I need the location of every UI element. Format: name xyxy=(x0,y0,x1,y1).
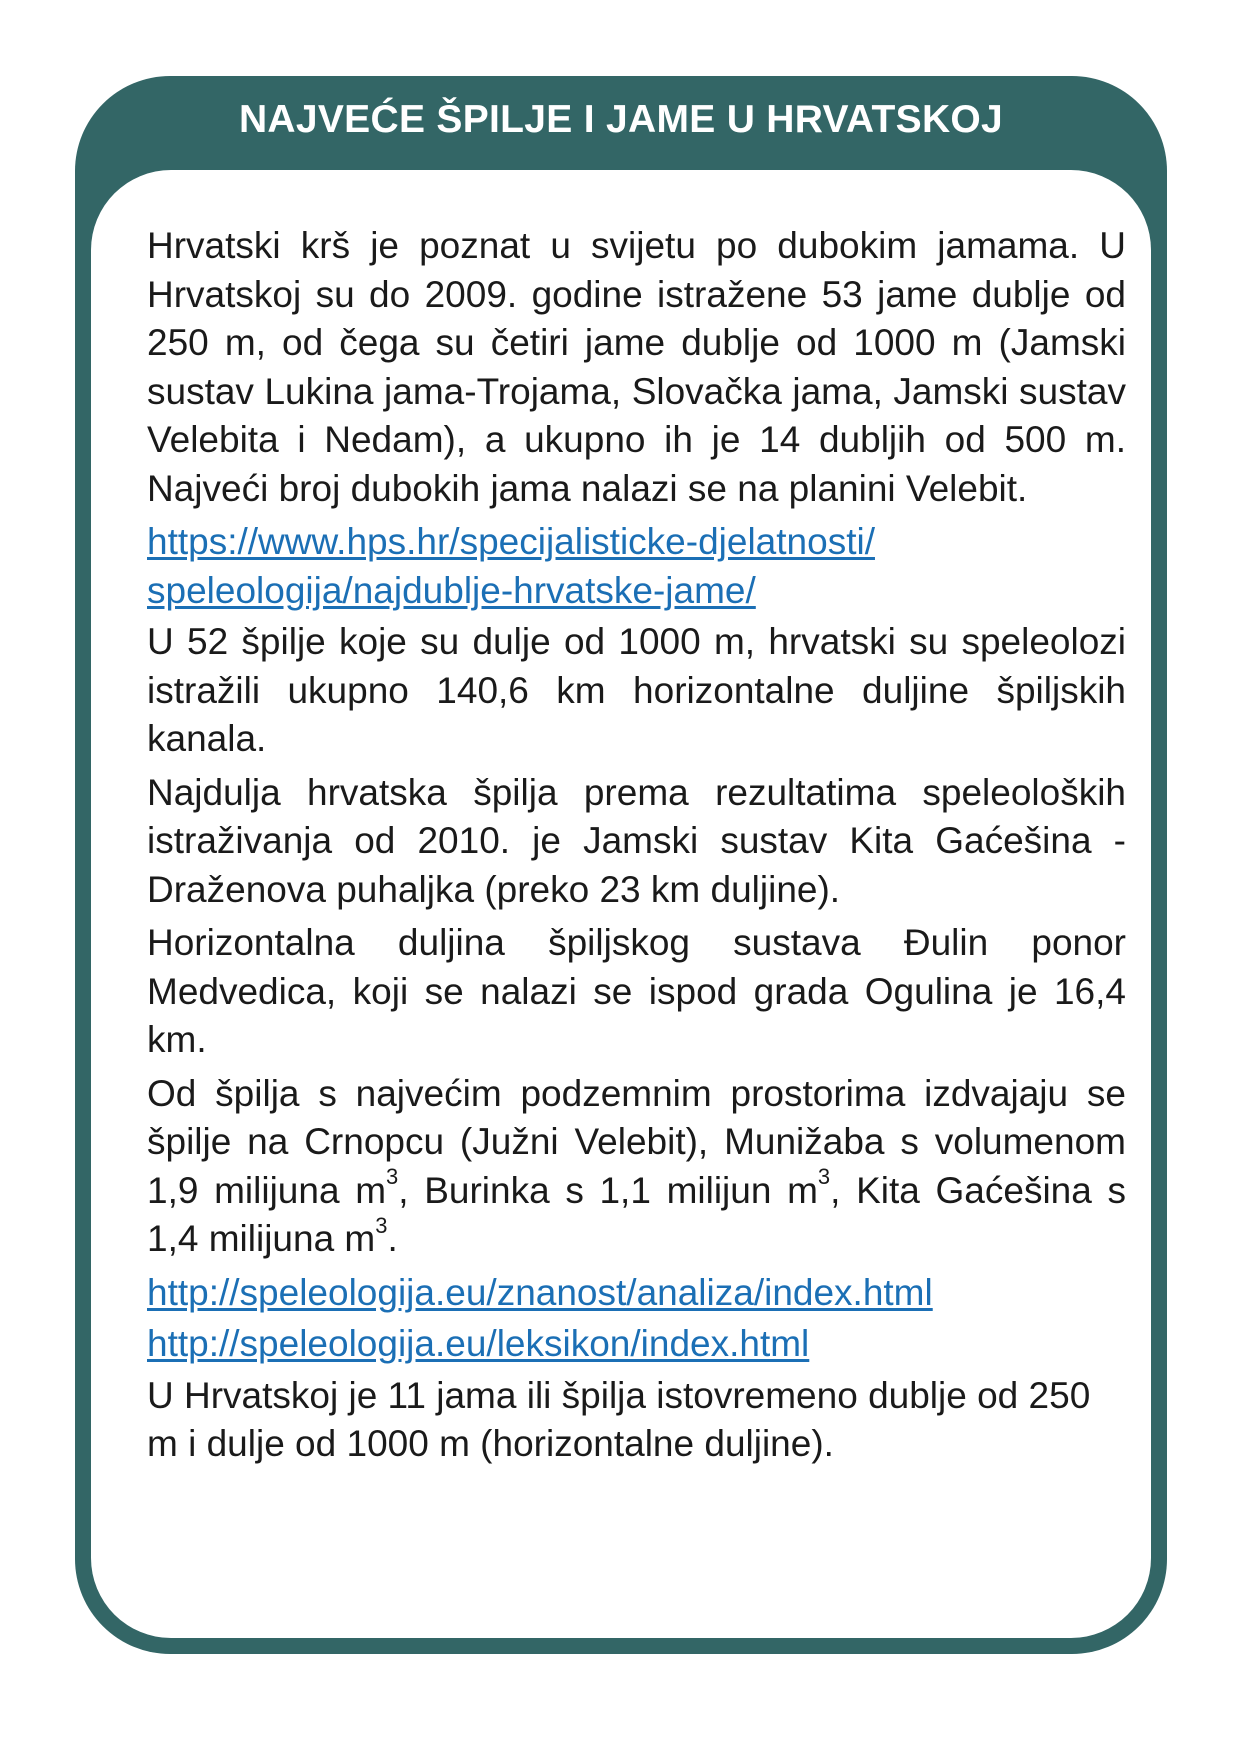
card-title: NAJVEĆE ŠPILJE I JAME U HRVATSKOJ xyxy=(238,98,1004,141)
cubic-exponent: 3 xyxy=(817,1164,831,1190)
link-speleologija-leksikon[interactable]: http://speleologija.eu/leksikon/index.html xyxy=(147,1323,810,1364)
paragraph-dulin-ponor: Horizontalna duljina špiljskog sustava Đulin ponor Medvedica, koji se nalazi se ispod grada Ogulina je 16,4 km. xyxy=(147,922,1126,1060)
volume-text-2: , Burinka s 1,1 milijun m xyxy=(398,1169,818,1211)
paragraph-longest-cave: Najdulja hrvatska špilja prema rezultatima speleoloških istraživanja od 2010. je Jamski sustav Kita Gaćešina - Draženova puhaljka (preko 23 km duljine). xyxy=(147,771,1126,910)
volume-text-3: , Kita Gaćešina s 1,4 milijuna m xyxy=(147,1169,1126,1259)
cubic-exponent: 3 xyxy=(386,1164,399,1190)
volume-text-4: . xyxy=(387,1218,398,1259)
paragraph-long-caves: U 52 špilje koje su dulje od 1000 m, hrvatski su speleolozi istražili ukupno 140,6 km horizontalne duljine špiljskih kanala. xyxy=(147,621,1126,759)
link-hps-line-1: https://www.hps.hr/specijalisticke-djelatnosti/ xyxy=(147,521,875,562)
volume-text-1: Od špilja s najvećim podzemnim prostorima izdvajaju se špilje na Crnopcu (Južni Velebit), Munižaba s volumenom 1,9 milijuna m xyxy=(147,1072,1126,1211)
paragraph-deep-and-long: U Hrvatskoj je 11 jama ili špilja istovremeno dublje od 250 m i dulje od 1000 m (horizontalne duljine). xyxy=(147,1374,1091,1464)
cubic-exponent: 3 xyxy=(375,1212,388,1238)
link-hps-deepest-pits[interactable] xyxy=(147,518,1126,615)
paragraph-cave-volumes xyxy=(147,1070,1126,1264)
info-card xyxy=(75,76,1167,1654)
card-body xyxy=(91,170,1151,1638)
card-content xyxy=(147,222,1126,1474)
link-speleologija-analiza[interactable]: http://speleologija.eu/znanost/analiza/index.html xyxy=(147,1271,933,1313)
paragraph-deep-pits: Hrvatski krš je poznat u svijetu po dubokim jamama. U Hrvatskoj su do 2009. godine istražene 53 jame dublje od 250 m, od čega su četiri jame dublje od 1000 m (Jamski sustav Lukina jama-Trojama, Slovačka jama, Jamski sustav Velebita i Nedam), a ukupno ih je 14 dubljih od 500 m. Najveći broj dubokih jama nalazi se na planini Velebit. xyxy=(147,225,1126,509)
link-hps-line-2: speleologija/najdublje-hrvatske-jame/ xyxy=(147,569,756,611)
